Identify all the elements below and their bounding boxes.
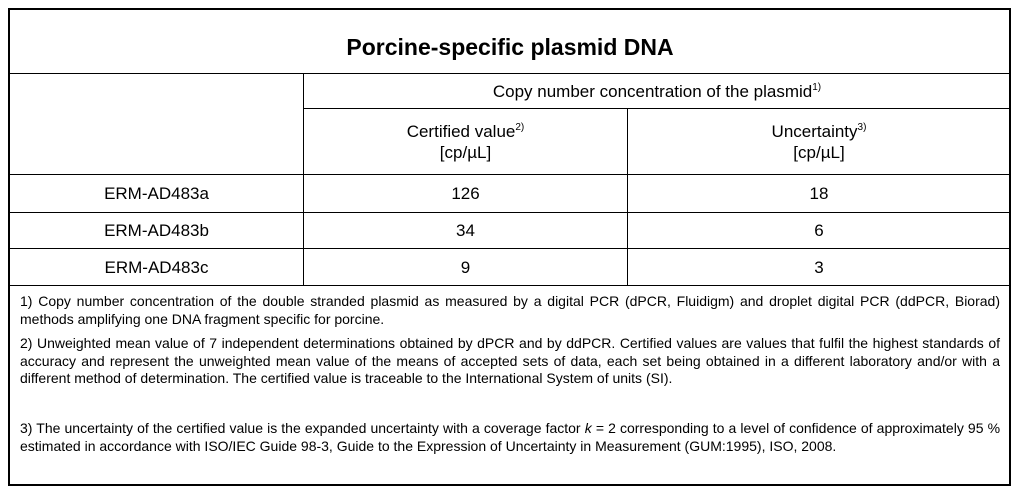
table-cell-certified: 34 [456, 221, 475, 240]
table-cell-uncertainty: 3 [814, 257, 824, 277]
group-header-label: Copy number concentration of the plasmid$^{1)}$ [492, 81, 822, 101]
footnote-2: 2) Unweighted mean value of 7 independent determinations obtained by dPCR and by ddPCR. Certified values are values that fulfil the highest standards of accuracy and represent the unweighted mean value of the means of accepted sets of data, each set being obtained in a different laboratory and/or with a different method of determination. The certified value is traceable to the International System of units (SI). [20, 335, 1000, 387]
table-title: Porcine-specific plasmid DNA [346, 33, 674, 60]
table-row-name: ERM-AD483a [104, 184, 209, 203]
rule-row-3 [9, 285, 1010, 286]
group-header [304, 74, 1010, 108]
table-row-name: ERM-AD483c [104, 257, 209, 277]
footnote-3: 3) The uncertainty of the certified value is the expanded uncertainty with a coverage factor k = 2 corresponding to a level of confidence of approximately 95 % estimated in accordance with ISO/IEC Guide 98-3, Guide to the Expression of Uncertainty in Measurement (GUM:1995), ISO, 2008. [20, 420, 1001, 454]
table-cell-certified: 9 [460, 257, 471, 277]
column-header-certified: Certified value$^{2)}$ [cp/µL] [406, 121, 525, 162]
table-cell-uncertainty: 18 [809, 184, 829, 203]
table-cell-certified: 126 [451, 184, 480, 203]
table-row-name: ERM-AD483b [104, 221, 209, 240]
footnote-1: 1) Copy number concentration of the double stranded plasmid as measured by a digital PCR (dPCR, Fluidigm) and droplet digital PCR (ddPCR, Biorad) methods amplifying one DNA fragment specific for porcine. [20, 293, 1000, 327]
table-cell-uncertainty: 6 [814, 221, 824, 240]
column-header-uncertainty: Uncertainty$^{3)}$ [cp/µL] [771, 121, 867, 162]
